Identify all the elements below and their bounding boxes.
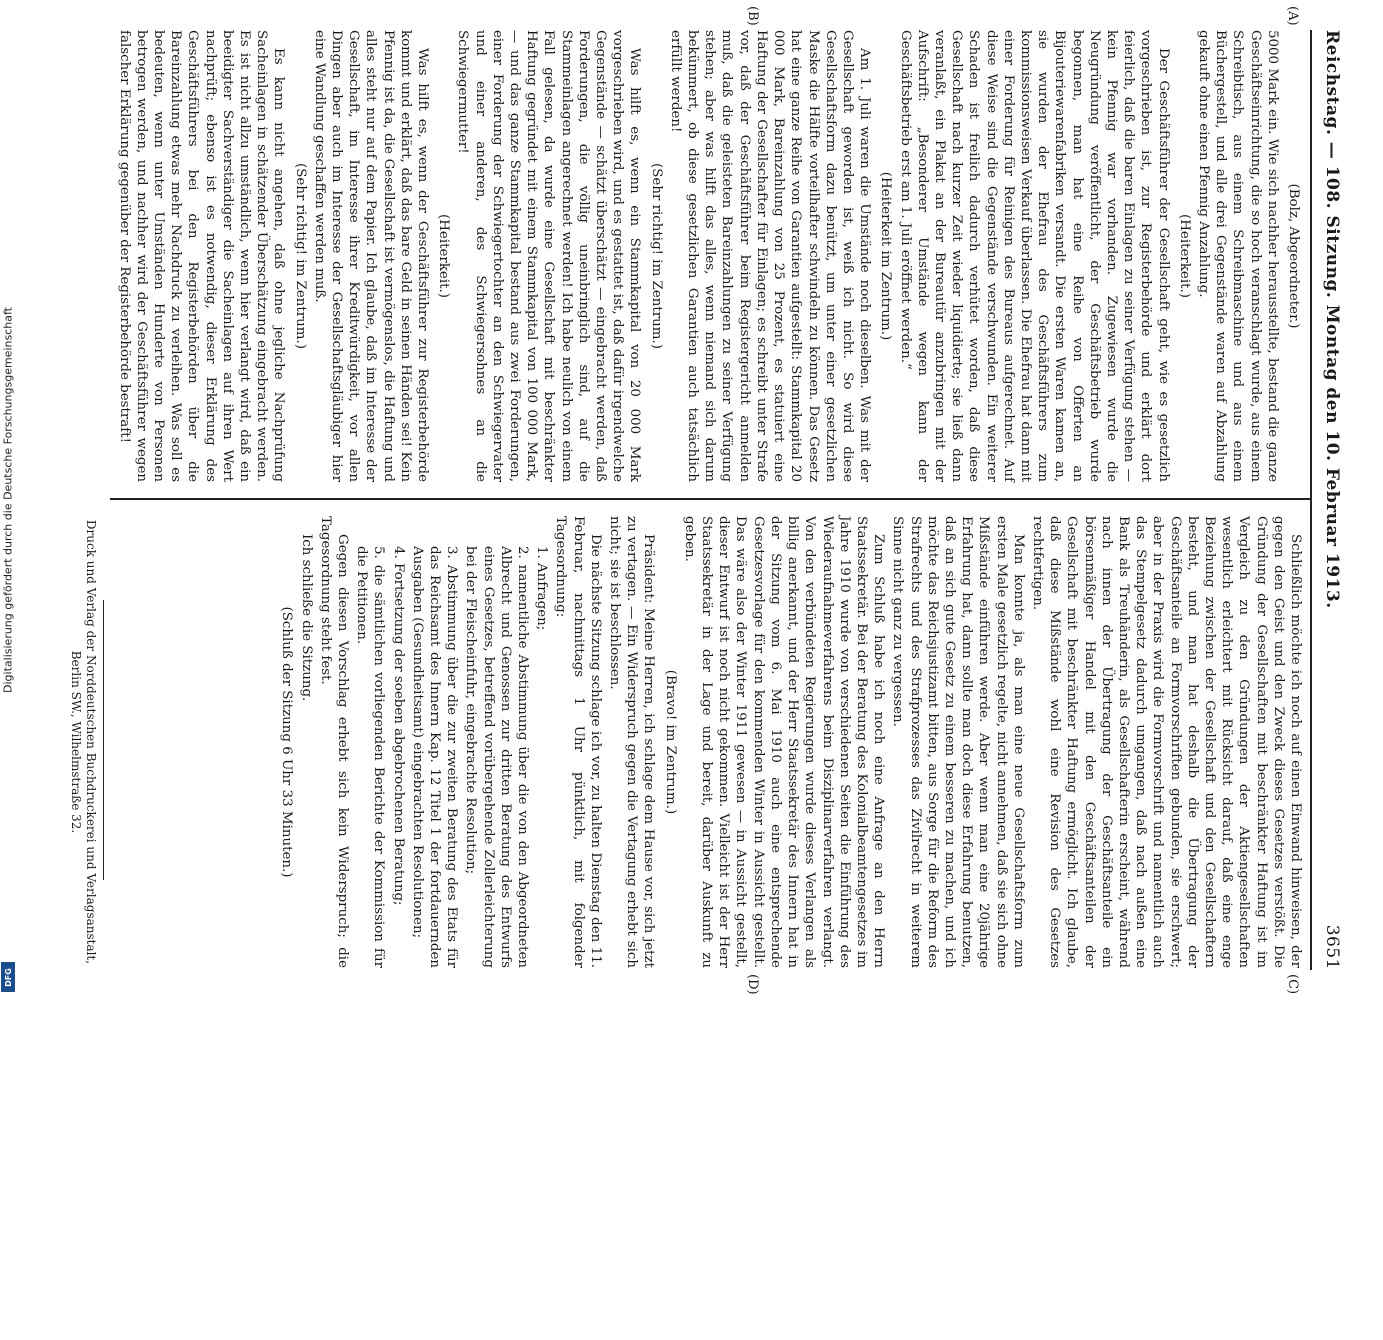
side-strip xyxy=(0,0,16,1000)
column-divider xyxy=(110,498,1310,500)
paragraph: Was hilft es, wenn der Geschäftsführer zur Registerbehörde kommt und erklärt, daß das bare Geld in seinen Händen sei! Kein Pfennig ist da, die Gesellschaft ist vermögenslos, die Haftung und alles steht nur auf dem Papier. Ich glaube, daß im Interesse der Gesellschaft, im Interesse ihrer Kreditwürdigkeit, vor allen Dingen aber auch im Interesse der Gesellschaftsgläubiger hier eine Wandlung geschaffen werden muß. xyxy=(311,30,431,482)
president-statement: Präsident: Meine Herren, ich schlage dem Hause vor, sich jetzt zu vertagen. — Ein Widerspruch gegen die Vertagung erhebt sich nicht; sie ist beschlossen. xyxy=(607,516,657,968)
applause-note: (Heiterkeit im Zentrum.) xyxy=(878,171,894,341)
speaker-note: (Bolz, Abgeordneter.) xyxy=(1286,183,1301,329)
page-title: Reichstag. — 108. Sitzung. Montag den 10. Februar 1913. xyxy=(1322,30,1342,609)
margin-mark-c: (C) xyxy=(1285,974,1300,995)
page-inner xyxy=(20,0,1360,1000)
applause-note: (Sehr richtig! im Zentrum.) xyxy=(648,163,664,349)
applause-note: (Heiterkeit.) xyxy=(1176,214,1192,298)
header-rule xyxy=(1310,30,1312,970)
applause-note: (Heiterkeit.) xyxy=(436,214,452,298)
agenda-item: 3. Abstimmung über die zur zweiten Beratung des Etats für das Reichsamt des Innern Kap. 12 Titel 1 der fortdauernden Ausgaben (Gesundheitsamt) eingebrachten Resolutionen; xyxy=(409,546,460,968)
session-close: (Schluß der Sitzung 6 Uhr 33 Minuten.) xyxy=(279,606,295,878)
paragraph: Schließlich möchte ich noch auf einen Einwand hinweisen, der gegen den Geist und den Zweck dieses Gesetzes verstößt. Die Gründung der Gesellschaften mit beschränkter Haftung ist im Vergleich zu den Gründungen der Aktiengesellschaften wesentlich erleichtert mit Rücksicht darauf, daß eine enge Beziehung zwischen der Gesellschaft und den Gesellschaftern besteht, und man hat deshalb die Übertragung der Geschäftsanteile an Formvorschriften gebunden, sie erschwert; aber in der Praxis wird die Formvorschrift und namentlich auch das Stempelgesetz dadurch umgangen, daß nach außen eine Bank als Treuhänderin, als Gesellschafterin erscheint, während nach innen der Übertragung der Geschäftsanteile ein börsenmäßiger Handel mit den Geschäftsanteilen der Gesellschaft mit beschränkter Haftung ermöglicht. Ich glaube, daß diese Mißstände wohl eine Revision des Gesetzes rechtfertigen. xyxy=(1029,516,1303,968)
paragraph: 5000 Mark ein. Wie sich nachher herausstellte, bestand die ganze Geschäftseinrichtung, die so hoch veranschlagt wurde, aus einem Schreibtisch, aus einem Schreibmaschine und aus einem Büchergestell, und alle drei Gegenstände waren auf Abzahlung gekauft ohne einen Pfennig Anzahlung. xyxy=(1195,30,1280,482)
paragraph: Ich schließe die Sitzung. xyxy=(298,534,314,702)
agenda-item: 5. die sämtlichen vorliegenden Berichte der Kommission für die Petitionen. xyxy=(354,546,387,968)
document-page xyxy=(20,0,1342,1340)
agenda-item: 4. Fortsetzung der soeben abgebrochenen Beratung; xyxy=(390,546,406,906)
margin-mark-a: (A) xyxy=(1285,6,1300,26)
applause-note: (Bravo! im Zentrum.) xyxy=(662,669,678,815)
agenda-item: 2. namentliche Abstimmung über die von den Abgeordneten Albrecht und Genossen zur dritten Beratung des Entwurfs eines Gesetzes, betreffend vorübergehende Zollerleichterung bei der Fleischeinfuhr, eingebrachte Resolution; xyxy=(463,546,531,968)
right-column xyxy=(274,516,1304,968)
paragraph: Der Geschäftsführer der Gesellschaft geht, wie es gesetzlich vorgeschrieben ist, zur Registerbehörde und erklärt dort feierlich, daß die baren Einlagen zu seiner Verfügung stehen — kein Pfennig war vorhanden. Zugewiesen wurde die Neugründung veröffentlicht, der Geschäftsbetrieb wurde begonnen, man hat eine Reihe von Offerten an Bijouteriewarenfabriken versandt. Die ersten Waren kamen an, sie wurden der Ehefrau des Geschäftsführers zum kommissionsweisen Verkauf überlassen. Die Ehefrau hat dann mit einer Forderung für Reinigen des Bureaus aufgerechnet. Auf diese Weise sind die Gegenstände verschwunden. Ein weiterer Schaden ist freilich dadurch verhütet worden, daß diese Gesellschaft nach kurzer Zeit wieder liquidierte; sie ließ dann veranlaßt, ein Plakat an der Bureautür anzubringen mit der Aufschrift: „Besonderer Umstände wegen kann der Geschäftsbetrieb erst am 1. Juli eröffnet werden.“ xyxy=(897,30,1171,482)
agenda-item: 1. Anfragen; xyxy=(534,546,550,631)
agenda-list xyxy=(353,546,550,968)
paragraph: Es kann nicht angehen, daß ohne jegliche Nachprüfung Sacheinlagen in schätzender Überschätzung eingebracht werden. Es ist nicht allzu umständlich, wenn hier verlangt wird, daß ein beeidigter Sachverständiger die Sacheinlagen auf ihren Wert nachprüft; ebenso ist es notwendig, dieser Erklärung des Geschäftsführers bei den Registerbehörden über die Bareinzahlung etwas mehr Nachdruck zu verleihen. Was soll es bedeuten, wenn unter Umständen Hunderte von Personen betrogen werden, und nachher wird der Geschäftsführer wegen falscher Erklärung gegenüber der Registerbehörde bestraft! xyxy=(116,30,287,482)
margin-mark-b: (B) xyxy=(745,6,760,26)
printer-imprint: Druck und Verlag der Norddeutschen Buchdruckerei und Verlagsanstalt, Berlin SW., Wilhelmstraße 32. xyxy=(69,519,98,965)
left-column xyxy=(113,30,1304,482)
page-number: 3651 xyxy=(1322,924,1342,970)
paragraph: Zum Schluß habe ich noch eine Anfrage an den Herrn Staatssekretär. Bei der Beratung des Kolonialbeamtengesetzes im Jahre 1910 wurde von verschiedenen Seiten die Einführung des Wiederaufnahmeverfahrens beim Disziplinarverfahren verlangt. Von den verbündeten Regierungen wurde dieses Verlangen als billig anerkannt, und der Herr Staatssekretär des Innern hat in der Sitzung vom 6. Mai 1910 auch eine entsprechende Gesetzesvorlage für den kommenden Winter in Aussicht gestellt. Das wäre also der Winter 1911 gewesen — in Aussicht gestellt, dieser Entwurf ist noch nicht gekommen. Vielleicht ist der Herr Staatssekretär in der Lage und bereit, darüber Auskunft zu geben. xyxy=(681,516,887,968)
margin-mark-d: (D) xyxy=(745,974,760,995)
paragraph: Am 1. Juli waren die Umstände noch dieselben. Was mit der Gesellschaft geworden ist, weiß ich nicht. So wird diese Gesellschaftsform dazu benützt, um unter einer gesetzlichen Maske die Hälfte vorteilhafter schwindeln zu können. Das Gesetz hat eine ganze Reihe von Garantien aufgestellt: Stammkapital 20 000 Mark, Bareinzahlung von 25 Prozent, es statuiert eine Haftung der Gesellschafter für Einlagen; es schreibt unter Strafe vor, daß der Geschäftsführer beim Registergericht anmelden muß, daß die geleisteten Bareinzahlungen zu seiner Verfügung stehen; aber was hilft das alles, wenn niemand sich darum bekümmert, ob diese gesetzlichen Garantien auch tatsächlich erfüllt werden! xyxy=(667,30,873,482)
funding-note: Digitalisierung gefördert durch die Deutsche Forschungsgemeinschaft xyxy=(1,307,15,693)
paragraph: Die nächste Sitzung schlage ich vor, zu halten Dienstag den 11. Februar, nachmittags 1 Uhr pünktlich, mit folgender Tagesordnung: xyxy=(553,516,603,968)
paragraph: Gegen diesen Vorschlag erhebt sich kein Widerspruch; die Tagesordnung steht fest. xyxy=(317,516,351,968)
page-header xyxy=(1318,30,1342,970)
applause-note: (Sehr richtig! im Zentrum.) xyxy=(292,163,308,349)
paragraph: Man konnte ja, als man eine neue Gesellschaftsform zum ersten Male gesetzlich regelte, nicht annehmen, daß sie sich ohne Mißstände einführen werde. Aber wenn man eine 20jährige Erfahrung hat, dann sollte man doch diese Erfahrung benutzen, daß an sich gute Gesetz zu einem besseren zu machen, und ich möchte das Reichsjustizamt bitten, aus Sorge für die Reform des Strafrechts und des Strafprozesses das Zivilrecht in weiterem Sinne nicht ganz zu vergessen. xyxy=(890,516,1026,968)
dfg-logo: DFG xyxy=(1,962,15,992)
printer-rule xyxy=(103,600,104,880)
paragraph: Was hilft es, wenn ein Stammkapital von 20 000 Mark vorgeschrieben wird, und es gestattet ist, daß dafür irgendwelche Gegenstände — schätzt überschätzt — eingebracht werden, daß Forderungen, die völlig uneinbringlich sind, auf die Stammeinlagen angerechnet werden! Ich habe neulich von einem Fall gelesen, da wurde eine Gesellschaft mit beschränkter Haftung gegründet mit einem Stammkapital von 100 000 Mark, — und das ganze Stammkapital bestand aus zwei Forderungen, einer Forderung der Schwiegertochter an den Schwiegervater und einer anderen, des Schwiegersohnes an die Schwiegermutter! xyxy=(455,30,643,482)
